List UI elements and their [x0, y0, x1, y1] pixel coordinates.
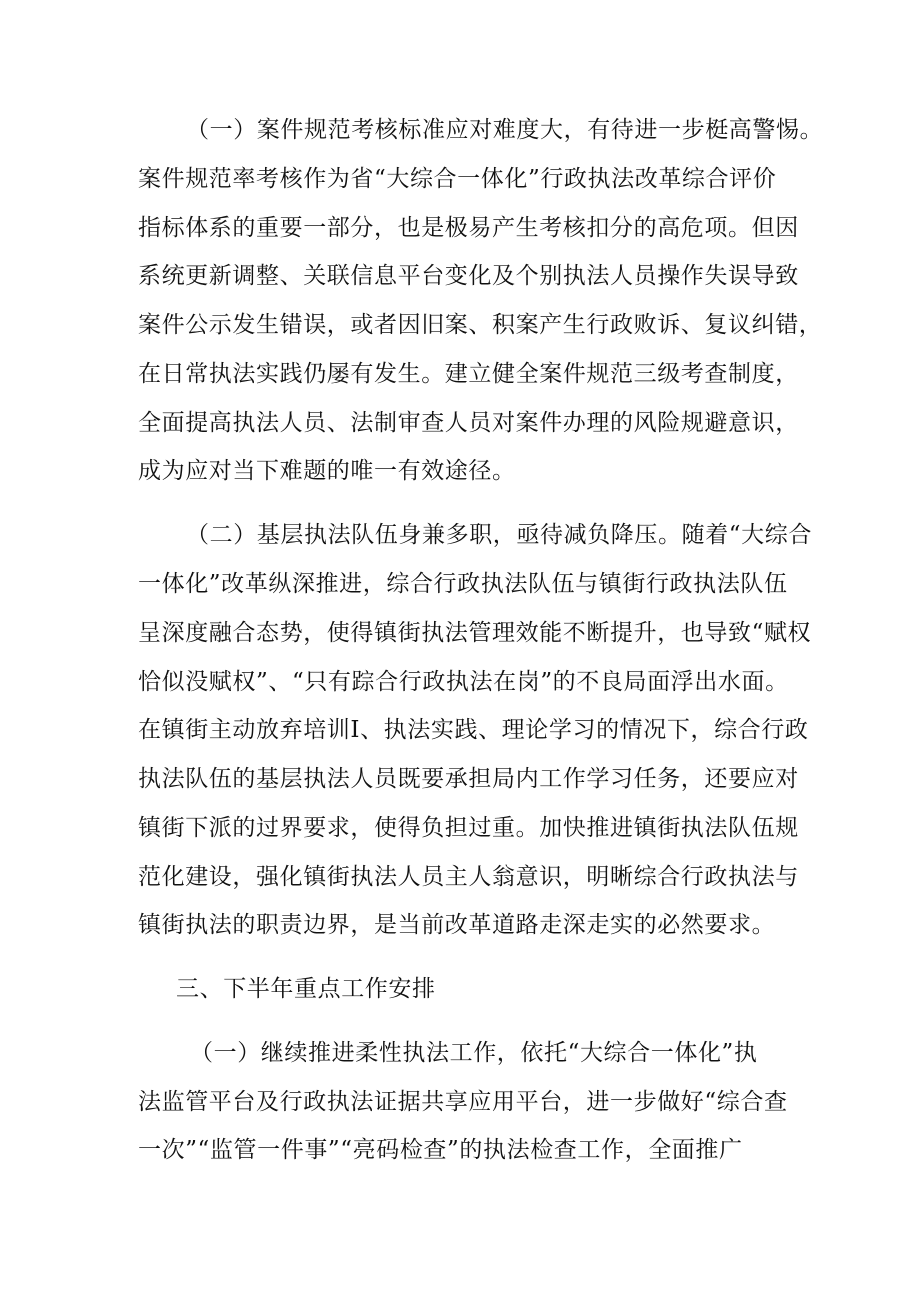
paragraph-2-line-6: 执法队伍的基层执法人员既要承担局内工作学习任务，还要应对 [138, 766, 799, 792]
paragraph-2-line-4: 恰似没赋权”、“只有踪合行政执法在岗”的不良局面浮出水面。 [138, 669, 789, 695]
paragraph-1-line-4: 系统更新调整、关联信息平台变化及个别执法人员操作失误导致 [138, 263, 799, 289]
paragraph-2-line-2: 一体化”改革纵深推进，综合行政执法队伍与镇街行政执法队伍 [138, 571, 788, 597]
paragraph-2-line-5: 在镇街主动放弃培训I、执法实践、理论学习的情况下，综合行政 [138, 717, 809, 743]
paragraph-1-line-6: 在日常执法实践仍屡有发生。建立健全案件规范三级考查制度， [138, 361, 799, 387]
paragraph-2-line-1: （二）基层执法队伍身兼多职，亟待减负降压。随着“大综合 [186, 522, 812, 548]
section-heading: 三、下半年重点工作安排 [176, 976, 436, 1002]
paragraph-1-line-3: 指标体系的重要一部分，也是极易产生考核扣分的高危项。但因 [138, 215, 799, 241]
paragraph-1-line-2: 案件规范率考核作为省“大综合一体化”行政执法改革综合评价 [138, 166, 777, 192]
paragraph-1-line-5: 案件公示发生错误，或者因旧案、积案产生行政败诉、复议纠错， [138, 312, 823, 338]
paragraph-2-line-9: 镇街执法的职责边界，是当前改革道路走深走实的必然要求。 [138, 912, 776, 938]
paragraph-3-line-3: 一次”“监管一件事”“亮码检查”的执法检查工作，全面推广 [138, 1137, 743, 1163]
paragraph-1-line-1: （一）案件规范考核标准应对难度大，有待进一步梃高警惕。 [186, 117, 824, 143]
paragraph-2-line-8: 范化建设，强化镇街执法人员主人翁意识，明晰综合行政执法与 [138, 864, 799, 890]
paragraph-3-line-2: 法监管平台及行政执法证据共享应用平台，进一步做好“综合查 [138, 1089, 788, 1115]
paragraph-1-line-7: 全面提高执法人员、法制审查人员对案件办理的风险规避意识， [138, 410, 799, 436]
paragraph-2-line-3: 呈深度融合态势，使得镇街执法管理效能不断提升，也导致“赋权 [138, 620, 812, 646]
paragraph-3-line-1: （一）继续推进柔性执法工作，依托“大综合一体化”执 [190, 1040, 758, 1066]
paragraph-1-line-8: 成为应对当下难题的唯一有效途径。 [138, 458, 516, 484]
paragraph-2-line-7: 镇街下派的过界要求，使得负担过重。加快推进镇街执法队伍规 [138, 815, 799, 841]
